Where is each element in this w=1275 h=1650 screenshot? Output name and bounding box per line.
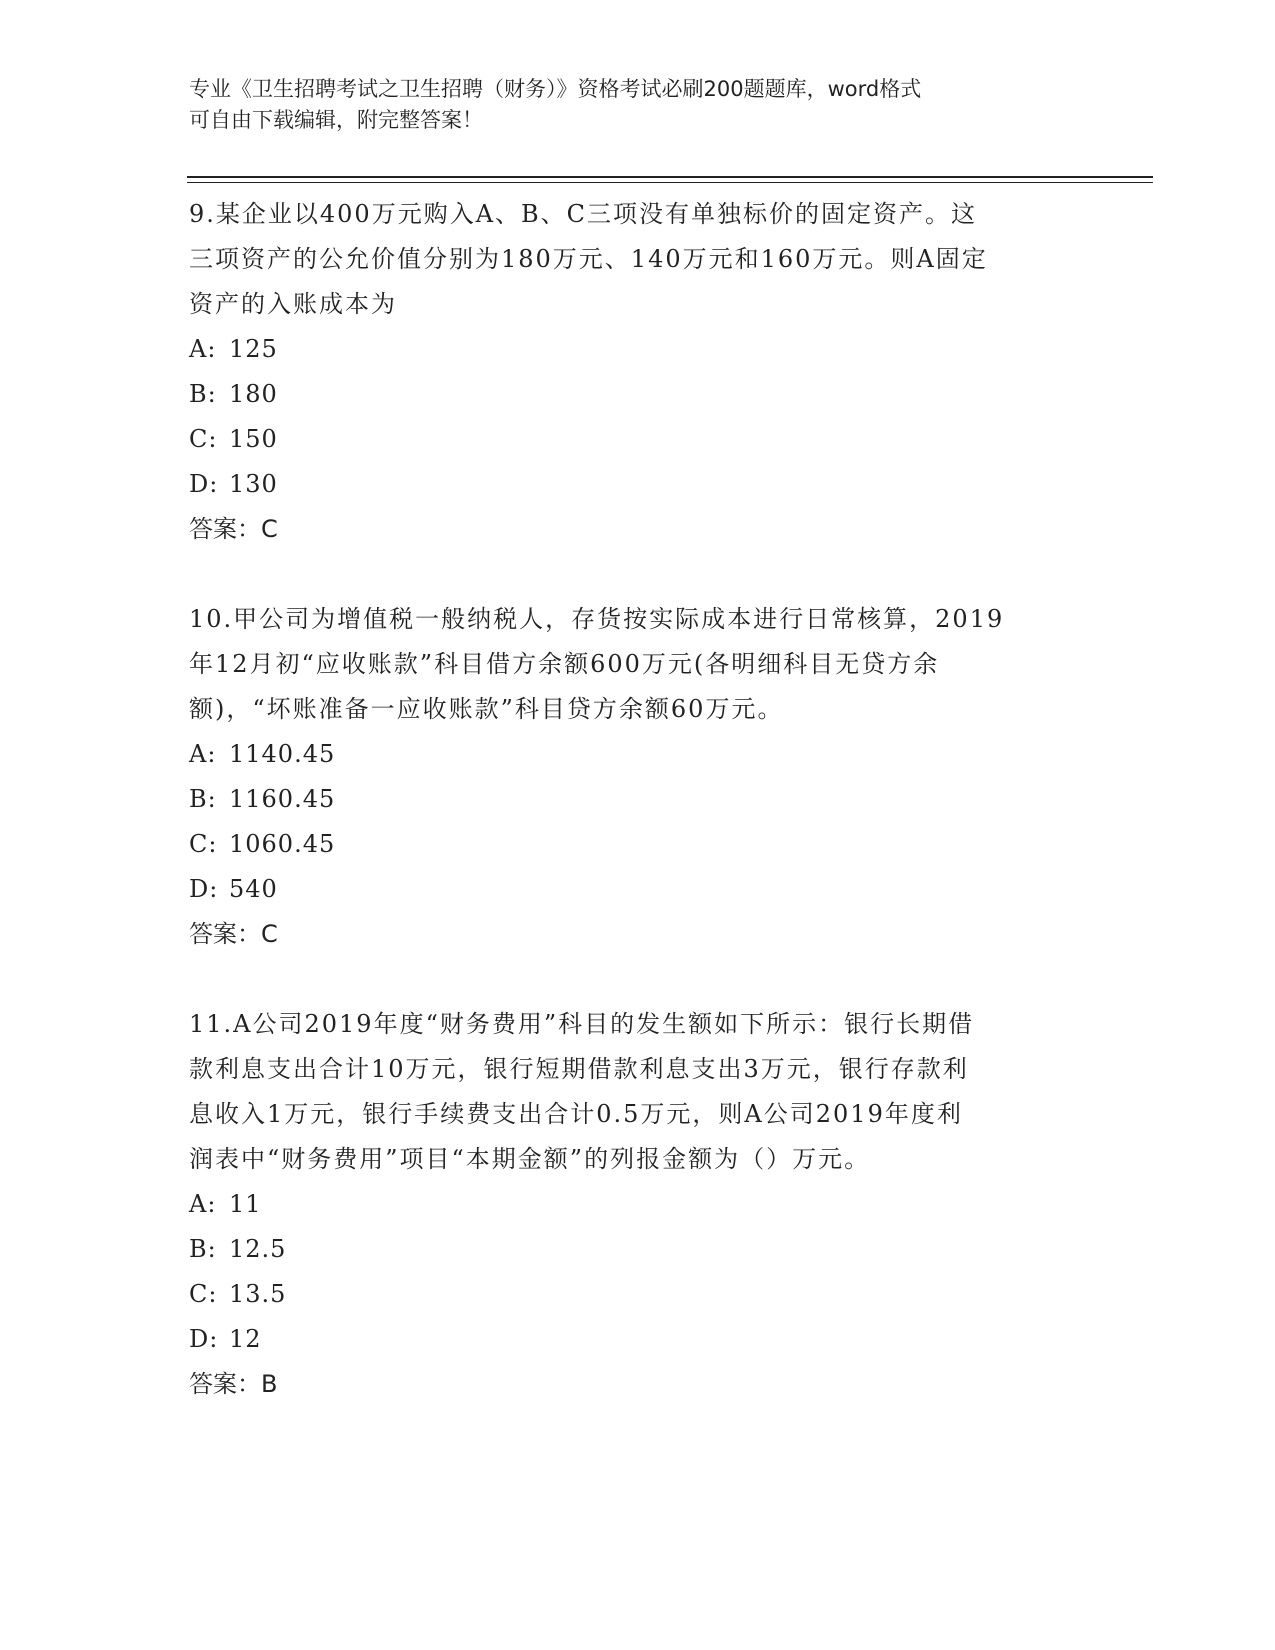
header-line-2: 可自由下载编辑，附完整答案！ [189, 108, 483, 132]
header-divider-thick [187, 176, 1153, 178]
option-b [189, 1227, 1089, 1272]
option-key: D: [189, 470, 219, 498]
question-9 [189, 192, 1089, 552]
answer: 答案：C [189, 515, 278, 543]
option-key: B: [189, 785, 217, 813]
option-key: B: [189, 380, 217, 408]
option-key: B: [189, 1235, 217, 1263]
option-value: 12 [229, 1325, 262, 1353]
option-value: 1060.45 [229, 830, 336, 858]
question-text: 10.甲公司为增值税一般纳税人，存货按实际成本进行日常核算，2019 年12月初“应收账款”科目借方余额600万元(各明细科目无贷方余 额)，“坏账准备一应收账款”科目贷方余额60万元。 [189, 605, 1005, 723]
option-value: 1140.45 [229, 740, 336, 768]
option-key: A: [189, 335, 217, 363]
option-key: A: [189, 740, 217, 768]
option-c [189, 822, 1089, 867]
option-a [189, 1182, 1089, 1227]
option-value: 13.5 [229, 1280, 287, 1308]
question-11 [189, 1002, 1089, 1407]
option-c [189, 417, 1089, 462]
option-a [189, 327, 1089, 372]
document-header [189, 74, 1069, 136]
option-key: C: [189, 830, 218, 858]
option-value: 12.5 [229, 1235, 287, 1263]
option-d [189, 867, 1089, 912]
option-value: 540 [229, 875, 278, 903]
header-divider-thin [187, 182, 1153, 183]
option-d [189, 1317, 1089, 1362]
question-gap [189, 957, 1089, 1002]
option-value: 180 [229, 380, 278, 408]
option-d [189, 462, 1089, 507]
question-gap [189, 552, 1089, 597]
option-a [189, 732, 1089, 777]
question-list [189, 192, 1089, 1407]
option-value: 125 [229, 335, 278, 363]
option-c [189, 1272, 1089, 1317]
header-line-1: 专业《卫生招聘考试之卫生招聘（财务）》资格考试必刷200题题库，word格式 [189, 77, 922, 101]
option-value: 1160.45 [229, 785, 336, 813]
option-value: 130 [229, 470, 278, 498]
option-value: 150 [229, 425, 278, 453]
option-value: 11 [229, 1190, 262, 1218]
answer: 答案：B [189, 1370, 278, 1398]
question-text: 11.A公司2019年度“财务费用”科目的发生额如下所示：银行长期借 款利息支出合计10万元，银行短期借款利息支出3万元，银行存款利 息收入1万元，银行手续费支出合计0.5万元，则A公司2019年度利 润表中“财务费用”项目“本期金额”的列报金额为（）万元。 [189, 1010, 975, 1173]
option-key: C: [189, 1280, 218, 1308]
option-key: D: [189, 875, 219, 903]
question-text: 9.某企业以400万元购入A、B、C三项没有单独标价的固定资产。这 三项资产的公允价值分别为180万元、140万元和160万元。则A固定 资产的入账成本为 [189, 200, 988, 318]
option-key: A: [189, 1190, 217, 1218]
option-key: D: [189, 1325, 219, 1353]
option-key: C: [189, 425, 218, 453]
answer: 答案：C [189, 920, 278, 948]
question-10 [189, 597, 1089, 957]
option-b [189, 777, 1089, 822]
option-b [189, 372, 1089, 417]
